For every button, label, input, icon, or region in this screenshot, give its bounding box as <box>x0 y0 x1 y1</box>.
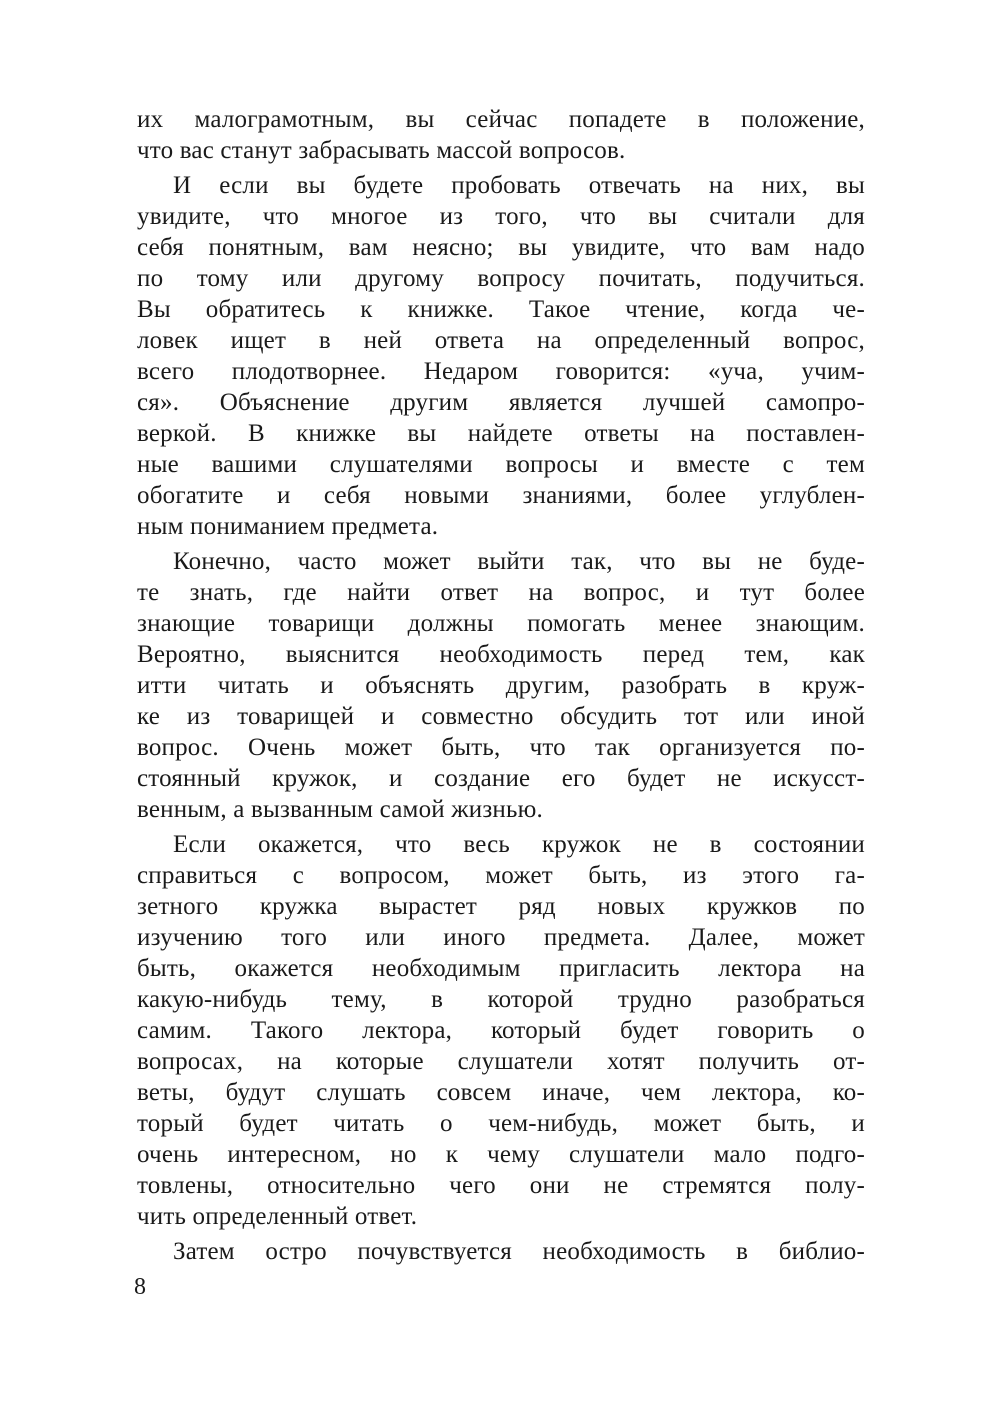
text-line: ке из товарищей и совместно обсудить тот или иной <box>137 703 865 730</box>
page-number: 8 <box>134 1274 146 1300</box>
text-line: очень интересном, но к чему слушатели мало подго- <box>137 1141 865 1168</box>
text-line: стоянный кружок, и создание его будет не искусст- <box>137 765 865 792</box>
text-line: по тому или другому вопросу почитать, подучиться. <box>137 265 865 292</box>
text-line: итти читать и объяснять другим, разобрать в круж- <box>137 672 865 699</box>
text-line: товлены, относительно чего они не стремятся полу- <box>137 1172 865 1199</box>
text-line: Конечно, часто может выйти так, что вы не буде- <box>173 548 865 575</box>
text-line: знающие товарищи должны помогать менее знающим. <box>137 610 865 637</box>
text-line: ловек ищет в ней ответа на определенный вопрос, <box>137 327 865 354</box>
text-line: вопрос. Очень может быть, что так организуется по- <box>137 734 865 761</box>
text-line: торый будет читать о чем-нибудь, может быть, и <box>137 1110 865 1137</box>
text-line: вопросах, на которые слушатели хотят получить от- <box>137 1048 865 1075</box>
paragraph-5 <box>137 1236 865 1267</box>
text-line: чить определенный ответ. <box>137 1203 418 1230</box>
text-line: обогатите и себя новыми знаниями, более углублен- <box>137 482 865 509</box>
paragraph-3 <box>137 546 865 825</box>
text-line: ся». Объяснение другим является лучшей самопро- <box>137 389 865 416</box>
text-line: изучению того или иного предмета. Далее, может <box>137 924 865 951</box>
text-line: какую-нибудь тему, в которой трудно разобраться <box>137 986 865 1013</box>
text-line: зетного кружка вырастет ряд новых кружков по <box>137 893 865 920</box>
text-line: Вы обратитесь к книжке. Такое чтение, когда че- <box>137 296 865 323</box>
text-line: венным, а вызванным самой жизнью. <box>137 796 543 823</box>
paragraph-1 <box>137 104 865 166</box>
paragraph-2 <box>137 170 865 542</box>
text-line: И если вы будете пробовать отвечать на них, вы <box>173 172 865 199</box>
text-line: их малограмотным, вы сейчас попадете в положение, <box>137 106 865 133</box>
text-line: Вероятно, выяснится необходимость перед тем, как <box>137 641 865 668</box>
text-line: быть, окажется необходимым пригласить лектора на <box>137 955 865 982</box>
text-line: веты, будут слушать совсем иначе, чем лектора, ко- <box>137 1079 865 1106</box>
text-line: ные вашими слушателями вопросы и вместе с тем <box>137 451 865 478</box>
text-line: Затем остро почувствуется необходимость в библио- <box>173 1238 865 1265</box>
text-line: самим. Такого лектора, который будет говорить о <box>137 1017 865 1044</box>
text-line: всего плодотворнее. Недаром говорится: «уча, учим- <box>137 358 865 385</box>
text-line: Если окажется, что весь кружок не в состоянии <box>173 831 865 858</box>
text-line: те знать, где найти ответ на вопрос, и тут более <box>137 579 865 606</box>
text-line: себя понятным, вам неясно; вы увидите, что вам надо <box>137 234 865 261</box>
text-line: ным пониманием предмета. <box>137 513 439 540</box>
text-line: увидите, что многое из того, что вы считали для <box>137 203 865 230</box>
paragraph-4 <box>137 829 865 1232</box>
body-text <box>137 104 865 1267</box>
text-line: что вас станут забрасывать массой вопросов. <box>137 137 626 164</box>
text-line: веркой. В книжке вы найдете ответы на поставлен- <box>137 420 865 447</box>
text-line: справиться с вопросом, может быть, из этого га- <box>137 862 865 889</box>
